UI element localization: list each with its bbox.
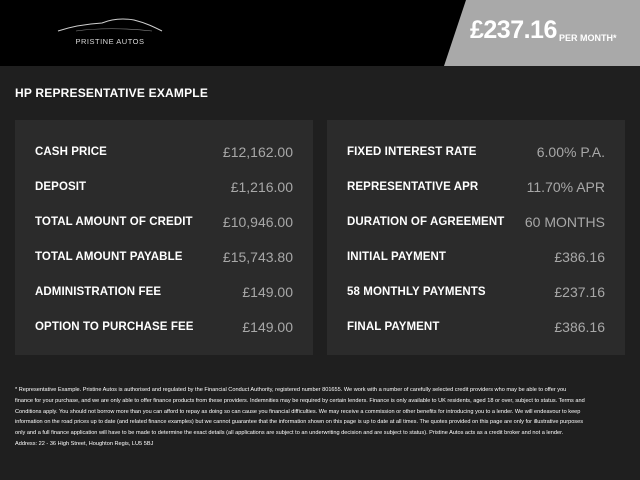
- finance-panel-left: [15, 120, 313, 355]
- row-value: 60 MONTHS: [524, 214, 605, 230]
- row-label: OPTION TO PURCHASE FEE: [35, 321, 194, 333]
- car-silhouette-icon: [56, 14, 164, 36]
- row-label: TOTAL AMOUNT OF CREDIT: [35, 216, 193, 228]
- row-value: £149.00: [242, 319, 293, 335]
- row-value: £12,162.00: [222, 144, 293, 160]
- row-value: £1,216.00: [230, 179, 293, 195]
- finance-row-option-fee: [35, 317, 293, 337]
- row-label: REPRESENTATIVE APR: [347, 181, 479, 193]
- finance-row-monthly-payments: [347, 282, 605, 302]
- finance-row-total-payable: [35, 247, 293, 267]
- row-label: FIXED INTEREST RATE: [347, 146, 477, 158]
- row-value: £149.00: [242, 284, 293, 300]
- finance-row-final-payment: [347, 317, 605, 337]
- header-bar: [0, 0, 640, 66]
- row-value: £386.16: [554, 319, 605, 335]
- finance-row-deposit: [35, 177, 293, 197]
- finance-row-duration: [347, 212, 605, 232]
- row-label: ADMINISTRATION FEE: [35, 286, 162, 298]
- brand-logo[interactable]: [56, 14, 164, 54]
- row-value: £237.16: [554, 284, 605, 300]
- row-value: 6.00% P.A.: [536, 144, 605, 160]
- row-label: DURATION OF AGREEMENT: [347, 216, 505, 228]
- row-label: TOTAL AMOUNT PAYABLE: [35, 251, 183, 263]
- finance-row-cash-price: [35, 142, 293, 162]
- row-label: DEPOSIT: [35, 181, 87, 193]
- row-value: 11.70% APR: [526, 179, 605, 195]
- section-title: HP REPRESENTATIVE EXAMPLE: [15, 86, 209, 100]
- row-label: CASH PRICE: [35, 146, 107, 158]
- row-value: £15,743.80: [222, 249, 293, 265]
- brand-name: PRISTINE AUTOS: [75, 37, 145, 46]
- finance-disclaimer: * Representative Example. Pristine Autos is authorised and regulated by the Financial Conduct Authority, registered number 801655. We work with a number of carefully selected credit providers who may be able to offer you finance for your purchase, and we are only able to offer finance products from these providers. Indemnities may be required by certain lenders. Finance is only available to UK residents, aged 18 or over, subject to status. Terms and Conditions apply. You should not borrow more than you can afford to repay as doing so can cause you financial difficulties. We may receive a commission or other benefits for introducing you to a lender. We will endeavour to keep information on the road prices up to date (and related finance examples) but we cannot guarantee that the information shown on this page is up to date at all times. The quotes provided on this page are only for illustrative purposes only and a full finance application will have to be made to determine the exact details (all applications are subject to an underwriting decision and are subject to status). Pristine Autos acts as a credit broker and not a lender. Address: 22 - 36 High Street, Houghton Regis, LU5 5BJ: [15, 387, 585, 447]
- row-label: INITIAL PAYMENT: [347, 251, 447, 263]
- finance-row-total-credit: [35, 212, 293, 232]
- monthly-price-suffix: PER MONTH*: [559, 33, 617, 43]
- finance-row-apr: [347, 177, 605, 197]
- row-value: £386.16: [554, 249, 605, 265]
- finance-row-admin-fee: [35, 282, 293, 302]
- monthly-price: £237.16: [470, 16, 557, 44]
- finance-row-initial-payment: [347, 247, 605, 267]
- row-label: FINAL PAYMENT: [347, 321, 440, 333]
- finance-panel-right: [327, 120, 625, 355]
- row-value: £10,946.00: [222, 214, 293, 230]
- finance-row-interest-rate: [347, 142, 605, 162]
- row-label: 58 MONTHLY PAYMENTS: [347, 286, 486, 298]
